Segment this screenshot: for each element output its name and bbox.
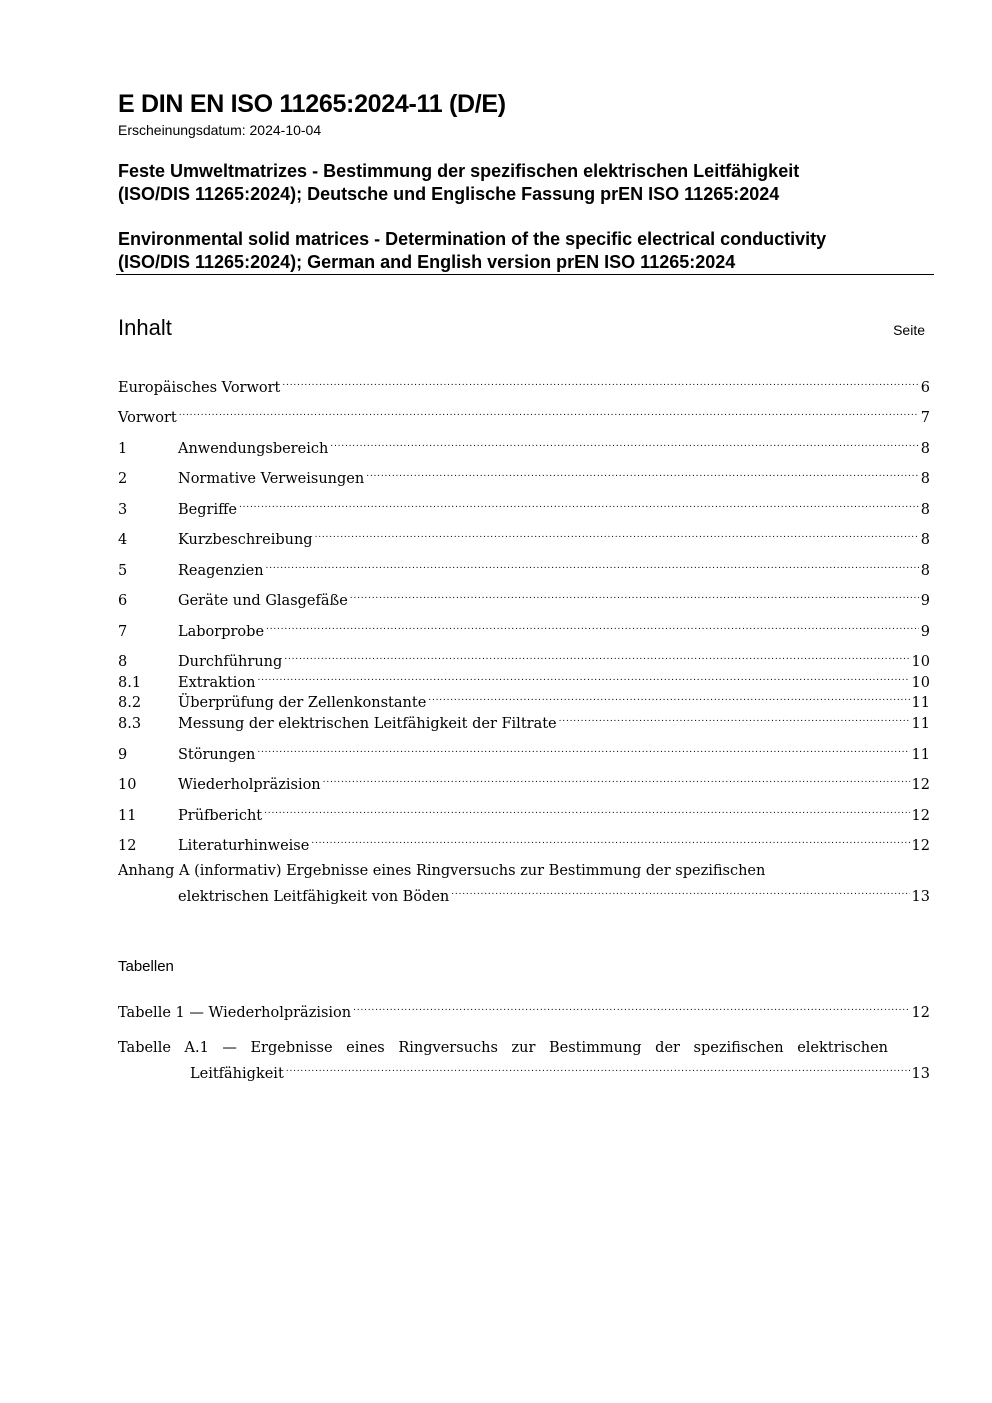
toc-entry-text: Messung der elektrischen Leitfähigkeit der Filtrate <box>178 716 557 732</box>
toc-entry-text: Vorwort <box>118 410 177 426</box>
toc-entry[interactable] <box>118 708 930 732</box>
dot-leader <box>257 739 909 759</box>
toc-entry-number: 8.3 <box>118 716 142 732</box>
toc-entry-text: Europäisches Vorwort <box>118 380 281 396</box>
toc-entry[interactable] <box>118 769 930 793</box>
title-german-line-1: Feste Umweltmatrizes - Bestimmung der spezifischen elektrischen Leitfähigkeit <box>118 161 800 181</box>
dot-leader <box>264 800 909 820</box>
toc-entry-page: 6 <box>920 380 930 396</box>
toc-entry-page: 11 <box>911 747 930 763</box>
word: — <box>222 1040 237 1056</box>
toc-entry-text: Überprüfung der Zellenkonstante <box>178 695 427 711</box>
toc-entry-number: 4 <box>118 532 128 548</box>
toc-page-label: Seite <box>893 322 925 338</box>
table-entry-page: 12 <box>911 1005 930 1021</box>
title-english <box>118 228 826 274</box>
table-list-entry[interactable] <box>118 997 930 1021</box>
toc-entry-number: 1 <box>118 441 128 457</box>
word: Bestimmung <box>548 1040 642 1056</box>
toc-entry-page: 10 <box>911 675 930 691</box>
publication-date: Erscheinungsdatum: 2024-10-04 <box>118 122 322 138</box>
dot-leader <box>451 881 909 901</box>
toc-entry-number: 8.1 <box>118 675 142 691</box>
toc-entry[interactable] <box>118 616 930 640</box>
toc-entry-number: 8.2 <box>118 695 142 711</box>
toc-entry-page: 12 <box>911 838 930 854</box>
toc-entry-page: 13 <box>911 889 930 905</box>
word: eines <box>346 1040 385 1056</box>
toc-entry-text: Normative Verweisungen <box>178 471 365 487</box>
toc-entry-page: 10 <box>911 654 930 670</box>
toc-entry-text: Laborprobe <box>178 624 265 640</box>
toc-entry-number: 12 <box>118 838 137 854</box>
dot-leader <box>350 585 919 605</box>
dot-leader <box>282 372 918 392</box>
toc-entry[interactable] <box>118 555 930 579</box>
dot-leader <box>353 997 909 1017</box>
toc-entry-text: Geräte und Glasgefäße <box>178 593 348 609</box>
header-divider <box>116 274 934 275</box>
toc-entry-page: 8 <box>920 471 930 487</box>
toc-entry-page: 8 <box>920 441 930 457</box>
toc-entry-page: 12 <box>911 808 930 824</box>
word: Ringversuchs <box>398 1040 498 1056</box>
table-entry-page: 13 <box>911 1066 930 1082</box>
toc-entry-text: Begriffe <box>178 502 237 518</box>
toc-entry[interactable] <box>118 687 930 711</box>
title-german <box>118 160 799 206</box>
toc-entry-number: 2 <box>118 471 128 487</box>
toc-entry-text: Extraktion <box>178 675 256 691</box>
dot-leader <box>428 687 909 707</box>
toc-entry-page: 11 <box>911 695 930 711</box>
toc-entry-text: Prüfbericht <box>178 808 263 824</box>
toc-entry-page: 9 <box>920 624 930 640</box>
toc-heading: Inhalt <box>118 315 172 340</box>
word: zur <box>511 1040 536 1056</box>
dot-leader <box>323 769 910 789</box>
toc-entry-text: Störungen <box>178 747 256 763</box>
toc-entry-number: 9 <box>118 747 128 763</box>
dot-leader <box>257 667 909 687</box>
toc-entry[interactable] <box>118 433 930 457</box>
dot-leader <box>366 463 919 483</box>
dot-leader <box>311 830 909 850</box>
toc-entry-page: 8 <box>920 502 930 518</box>
dot-leader <box>239 494 919 514</box>
dot-leader <box>266 616 919 636</box>
word: elektrischen <box>797 1040 888 1056</box>
word: der <box>655 1040 680 1056</box>
toc-entry-page: 8 <box>920 532 930 548</box>
toc-entry-text: Kurzbeschreibung <box>178 532 313 548</box>
toc-entry[interactable] <box>118 402 930 426</box>
toc-entry-number: 7 <box>118 624 128 640</box>
toc-entry[interactable] <box>118 372 930 396</box>
toc-entry-page: 8 <box>920 563 930 579</box>
toc-entry-text: Wiederholpräzision <box>178 777 321 793</box>
table-a1-line-1[interactable] <box>118 1038 888 1058</box>
toc-entry-page: 7 <box>920 410 930 426</box>
toc-entry[interactable] <box>118 585 930 609</box>
table-entry-text: Tabelle 1 — Wiederholpräzision <box>118 1005 352 1021</box>
word: A.1 <box>184 1040 209 1056</box>
toc-entry-text: Anwendungsbereich <box>178 441 329 457</box>
toc-entry-page: 12 <box>911 777 930 793</box>
document-number: E DIN EN ISO 11265:2024-11 (D/E) <box>118 90 506 118</box>
toc-entry-page: 9 <box>920 593 930 609</box>
word: spezifischen <box>693 1040 784 1056</box>
toc-entry-page: 11 <box>911 716 930 732</box>
dot-leader <box>284 646 909 666</box>
toc-entry[interactable] <box>118 667 930 691</box>
toc-entry-number: 10 <box>118 777 137 793</box>
word: Tabelle <box>118 1040 171 1056</box>
toc-entry-number: 11 <box>118 808 137 824</box>
toc-entry-number: 6 <box>118 593 128 609</box>
toc-entry-text: Reagenzien <box>178 563 264 579</box>
word: Ergebnisse <box>250 1040 333 1056</box>
title-english-line-1: Environmental solid matrices - Determination of the specific electrical conductivity <box>118 229 827 249</box>
toc-entry-number: 8 <box>118 654 128 670</box>
dot-leader <box>315 524 919 544</box>
toc-annex-line-1[interactable]: Anhang A (informativ) Ergebnisse eines Ringversuchs zur Bestimmung der spezifischen <box>118 863 766 879</box>
dot-leader <box>559 708 910 728</box>
tables-heading: Tabellen <box>118 958 174 975</box>
toc-entry-text: Durchführung <box>178 654 283 670</box>
toc-entry[interactable] <box>118 830 930 854</box>
toc-entry-number: 3 <box>118 502 128 518</box>
toc-annex-line-2: elektrischen Leitfähigkeit von Böden <box>178 889 450 905</box>
toc-entry[interactable] <box>118 739 930 763</box>
dot-leader <box>330 433 918 453</box>
title-german-line-2: (ISO/DIS 11265:2024); Deutsche und Englische Fassung prEN ISO 11265:2024 <box>118 184 780 204</box>
dot-leader <box>266 555 919 575</box>
toc-entry-text: Literaturhinweise <box>178 838 310 854</box>
toc-entry-number: 5 <box>118 563 128 579</box>
toc-entry[interactable] <box>118 524 930 548</box>
title-english-line-2: (ISO/DIS 11265:2024); German and English version prEN ISO 11265:2024 <box>118 252 736 272</box>
table-a1-line-2: Leitfähigkeit <box>190 1066 284 1082</box>
dot-leader <box>179 402 919 422</box>
dot-leader <box>286 1058 910 1078</box>
toc-entry[interactable] <box>118 494 930 518</box>
toc-entry[interactable] <box>118 646 930 670</box>
toc-entry[interactable] <box>118 800 930 824</box>
toc-entry[interactable] <box>118 463 930 487</box>
toc-annex-entry[interactable] <box>178 881 930 905</box>
table-a1-entry[interactable] <box>190 1058 930 1082</box>
